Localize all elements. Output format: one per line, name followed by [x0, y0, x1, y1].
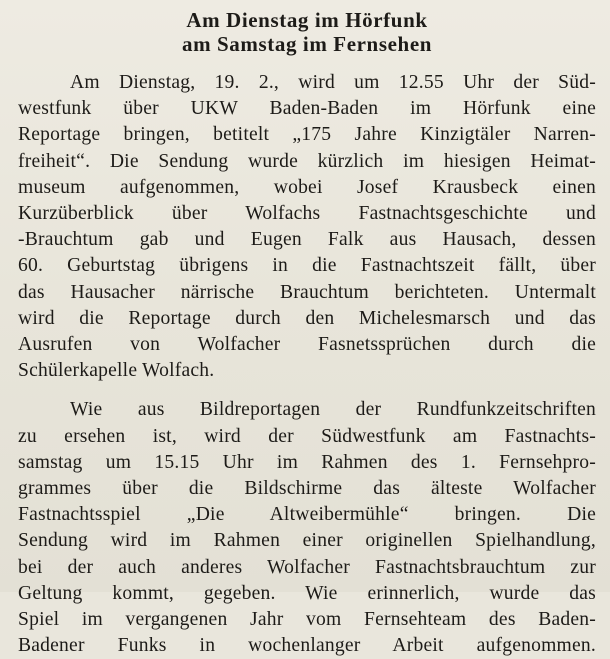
paragraph-line: das Hausacher närrische Brauchtum berichteten. Untermalt [18, 281, 596, 303]
paragraph-gap [18, 384, 596, 397]
paragraph-line: Reportage bringen, betitelt „175 Jahre Kinzigtäler Narren- [18, 124, 596, 146]
paragraph-line: Ausrufen von Wolfacher Fasnetssprüchen durch die [18, 334, 596, 356]
paragraph-line: zu ersehen ist, wird der Südwestfunk am Fastnachts- [18, 425, 596, 447]
paragraph-line: westfunk über UKW Baden-Baden im Hörfunk eine [18, 98, 596, 120]
paragraph-line: Wie aus Bildreportagen der Rundfunkzeitschriften [70, 399, 596, 421]
paragraph-line: -Brauchtum gab und Eugen Falk aus Hausach, dessen [18, 229, 596, 251]
paragraph-line: Fastnachtsspiel „Die Altweibermühle“ bringen. Die [18, 504, 596, 526]
paragraph-line: Badener Funks in wochenlanger Arbeit aufgenommen. [18, 635, 596, 657]
paragraph-line: Spiel im vergangenen Jahr vom Fernsehteam des Baden- [18, 609, 596, 631]
paragraph-line: freiheit“. Die Sendung wurde kürzlich im hiesigen Heimat- [18, 150, 596, 172]
paragraph-line: 60. Geburtstag übrigens in die Fastnachtszeit fällt, über [18, 255, 596, 277]
paragraph-line: Sendung wird im Rahmen einer originellen Spielhandlung, [18, 530, 596, 552]
paragraph-line: Geltung kommt, gegeben. Wie erinnerlich, wurde das [18, 582, 596, 604]
paragraph-line: samstag um 15.15 Uhr im Rahmen des 1. Fernsehpro- [18, 451, 596, 473]
paragraph-line: Schülerkapelle Wolfach. [18, 360, 215, 382]
paragraph-line: wird die Reportage durch den Michelesmarsch und das [18, 307, 596, 329]
article-paragraph-2 [18, 397, 596, 659]
headline-line-1: Am Dienstag im Hörfunk [186, 8, 428, 32]
paragraph-line: grammes über die Bildschirme das älteste Wolfacher [18, 478, 596, 500]
paragraph-line: Am Dienstag, 19. 2., wird um 12.55 Uhr der Süd- [70, 72, 596, 93]
article-headline [18, 8, 596, 56]
paragraph-line: museum aufgenommen, wobei Josef Krausbeck einen [18, 176, 596, 198]
article-paragraph-1 [18, 70, 596, 384]
paragraph-line: bei der auch anderes Wolfacher Fastnachtsbrauchtum zur [18, 556, 596, 578]
headline-line-2: am Samstag im Fernsehen [181, 32, 433, 56]
paragraph-line: Kurzüberblick über Wolfachs Fastnachtsgeschichte und [18, 203, 596, 225]
